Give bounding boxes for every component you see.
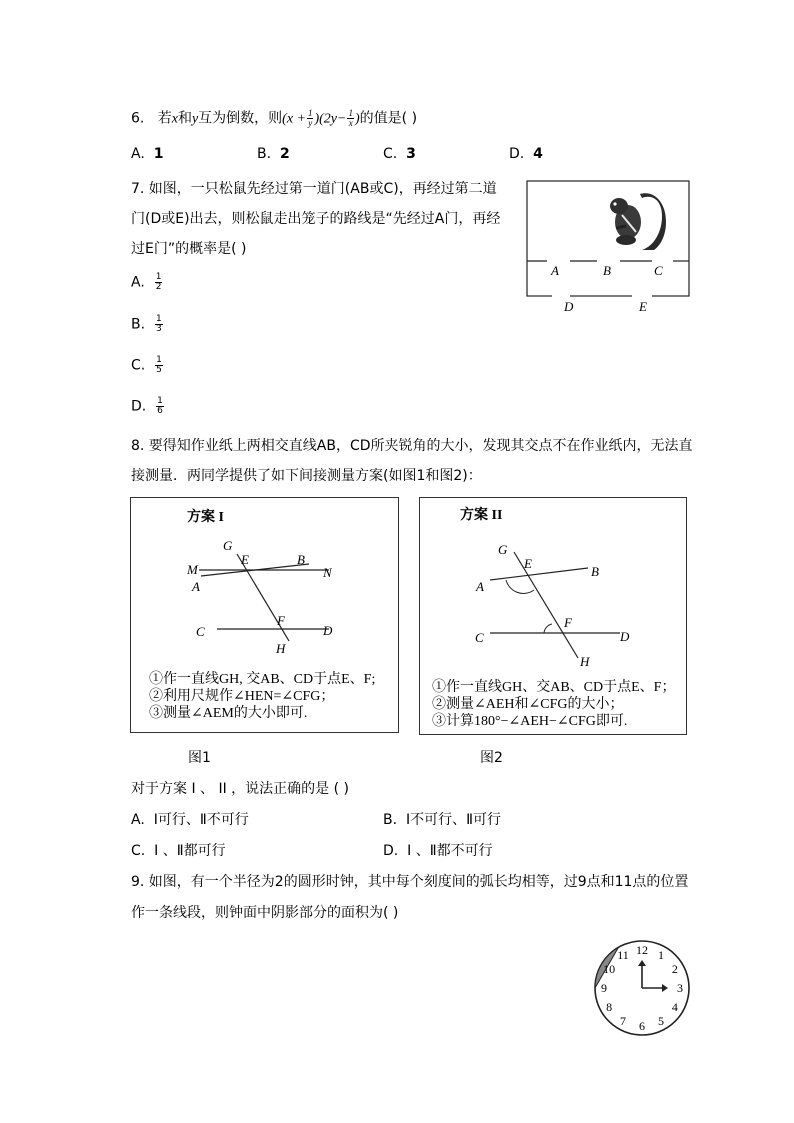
clock-numeral: 3	[677, 981, 683, 995]
plan-1-label-a: A	[192, 579, 200, 594]
q7-option-b-label: B.	[131, 316, 146, 333]
q8-option-b-label: B.	[383, 812, 398, 828]
q6-frac1-den: y	[308, 118, 313, 128]
figure-2-caption: 图2	[480, 750, 503, 766]
plan-1-step-1: ①作一直线GH, 交AB、CD于点E、F;	[149, 672, 376, 687]
q6-option-c-label: C.	[383, 146, 398, 162]
line-ab	[490, 568, 588, 580]
q8-option-d-label: D.	[383, 843, 399, 859]
q7-d-den: 6	[157, 406, 163, 416]
q8-option-d-text: Ⅰ 、Ⅱ都不可行	[407, 843, 493, 859]
q9-stem-line2: 作一条线段，则钟面中阴影部分的面积为( )	[131, 905, 399, 921]
plan-2-label-g: G	[498, 542, 508, 557]
q6-option-b-label: B.	[257, 146, 272, 162]
plan-1-label-d: D	[323, 623, 333, 638]
q6-frac-1-over-x	[347, 109, 354, 128]
plan-2-steps	[432, 679, 675, 730]
q6-option-d[interactable]	[509, 145, 543, 163]
plan-2-diagram	[420, 498, 686, 673]
plan-2-label-b: B	[591, 564, 599, 579]
plan-1-label-e: E	[241, 552, 249, 567]
plan-1-box	[130, 497, 399, 733]
q6-text-post: 的值是( )	[359, 110, 418, 127]
q6-option-c-value: 3	[406, 146, 416, 162]
q7-option-d[interactable]	[131, 397, 165, 416]
q9-stem-line1: 9. 如图，有一个半径为2的圆形时钟，其中每个刻度间的弧长均相等，过9点和11点的位置	[131, 874, 689, 890]
cage-outline	[527, 181, 689, 296]
figure-1-caption: 图1	[188, 750, 211, 766]
q7-a-num: 1	[155, 272, 162, 282]
q8-option-b-text: Ⅰ不可行、Ⅱ可行	[405, 812, 501, 828]
q7-cage-figure	[522, 178, 694, 318]
q8-option-d[interactable]	[383, 842, 493, 860]
plan-1-steps	[149, 671, 375, 722]
q6-frac2-num: 1	[348, 108, 353, 118]
q6-text-mid: 互为倒数，则	[198, 110, 283, 127]
q6-stem	[131, 109, 417, 129]
q6-expr-c: )	[354, 111, 360, 127]
clock-numeral: 6	[639, 1019, 645, 1033]
q6-option-b-value: 2	[279, 146, 290, 162]
clock-numeral: 4	[671, 1000, 678, 1014]
plan-1-title: 方案 I	[187, 510, 224, 525]
q7-c-den: 5	[156, 365, 162, 375]
plan-1-label-c: C	[196, 624, 205, 639]
clock-numeral: 9	[601, 981, 607, 995]
clock-numeral: 2	[671, 962, 678, 976]
q7-option-b-fraction	[155, 315, 163, 334]
plan-2-step-2: ②测量∠AEH和∠CFG的大小；	[432, 697, 624, 712]
plan-2-label-h: H	[580, 654, 590, 669]
clock-numeral: 7	[620, 1013, 626, 1028]
plan-2-label-d: D	[620, 629, 630, 644]
q8-option-c[interactable]	[131, 842, 226, 860]
q6-expr-a: (x +	[282, 111, 306, 127]
plan-1-label-h: H	[276, 641, 286, 656]
q7-option-a-label: A.	[131, 274, 145, 291]
clock-numeral: 1	[658, 948, 664, 963]
q8-option-a-label: A.	[131, 812, 145, 828]
q8-option-a[interactable]	[131, 811, 249, 829]
q6-var-x: x	[171, 111, 178, 127]
plan-1-label-g: G	[223, 538, 233, 553]
q7-b-num: 1	[155, 314, 162, 324]
gate-d-gap	[552, 294, 570, 298]
q6-option-c[interactable]	[383, 145, 416, 163]
q6-option-d-label: D.	[509, 146, 525, 162]
q7-option-c-fraction	[155, 356, 163, 375]
q6-var-y: y	[191, 111, 199, 127]
q6-text-and: 和	[177, 110, 192, 127]
plan-1-step-2: ②利用尺规作∠HEN=∠CFG；	[149, 689, 335, 704]
q7-option-a[interactable]	[131, 273, 163, 292]
plan-1-label-f: F	[277, 613, 285, 628]
squirrel-icon	[610, 193, 666, 250]
q7-stem-line2: 门(D或E)出去，则松鼠走出笼子的路线是“先经过A门，再经	[131, 211, 501, 227]
q9-clock-figure	[590, 936, 694, 1040]
q7-option-b[interactable]	[131, 315, 164, 334]
plan-2-title: 方案 II	[460, 508, 503, 523]
q7-option-c-label: C.	[131, 357, 146, 374]
q8-option-c-text: Ⅰ 、Ⅱ都可行	[154, 843, 226, 859]
q7-stem-line1: 7. 如图，一只松鼠先经过第一道门(AB或C)，再经过第二道	[131, 181, 497, 197]
gate-a-label: A	[551, 263, 559, 278]
plan-1-label-n: N	[323, 565, 332, 580]
clock-numeral: 12	[636, 943, 648, 957]
plan-2-label-f: F	[564, 615, 572, 630]
q7-c-num: 1	[156, 355, 162, 365]
plan-2-box	[419, 497, 687, 735]
q8-option-a-text: Ⅰ可行、Ⅱ不可行	[153, 812, 249, 828]
clock-numeral: 11	[617, 948, 629, 963]
q7-option-c[interactable]	[131, 356, 164, 375]
plan-1-diagram	[131, 498, 398, 663]
q7-option-d-fraction	[156, 397, 164, 416]
plan-2-label-c: C	[475, 630, 484, 645]
gate-b-label: B	[603, 263, 611, 278]
q8-stem-line2: 接测量．两同学提供了如下间接测量方案(如图1和图2)：	[131, 468, 482, 484]
q7-a-den: 2	[155, 282, 162, 292]
q8-question: 对于方案 I 、 II ，说法正确的是 ( )	[131, 781, 350, 797]
q7-b-den: 3	[155, 324, 162, 334]
q7-option-a-fraction	[155, 273, 163, 292]
gate-e-label: E	[639, 299, 647, 314]
q8-option-c-label: C.	[131, 843, 146, 859]
plan-1-step-3: ③测量∠AEM的大小即可.	[149, 706, 308, 721]
plan-1-label-b: B	[297, 552, 305, 567]
plan-2-step-3: ③计算180°−∠AEH−∠CFG即可.	[432, 714, 628, 729]
q8-stem-line1: 8. 要得知作业纸上两相交直线AB，CD所夹锐角的大小，发现其交点不在作业纸内，无法直	[131, 438, 693, 454]
clock-numeral: 10	[603, 962, 616, 976]
q6-text-pre: 若	[157, 110, 172, 127]
plan-2-step-1: ①作一直线GH、交AB、CD于点E、F；	[432, 680, 676, 695]
angle-cfg-arc	[544, 624, 552, 633]
q6-expr-b: )(2y−	[314, 111, 347, 127]
q6-number: 6.	[131, 110, 145, 127]
q6-frac1-num: 1	[307, 108, 313, 118]
q7-stem-line3: 过E门”的概率是( )	[131, 241, 247, 257]
q7-d-num: 1	[157, 396, 163, 406]
q6-option-a[interactable]	[131, 145, 163, 163]
q7-option-d-label: D.	[131, 398, 147, 415]
q6-frac2-den: x	[348, 118, 353, 128]
plan-1-label-m: M	[187, 562, 198, 577]
q6-frac-1-over-y	[307, 109, 314, 128]
clock-numeral: 5	[658, 1013, 664, 1028]
q6-option-a-value: 1	[153, 146, 164, 162]
clock-numeral: 8	[606, 1000, 613, 1014]
plan-2-label-e: E	[524, 556, 532, 571]
q6-option-b[interactable]	[257, 145, 290, 163]
plan-2-label-a: A	[476, 579, 484, 594]
q6-option-d-value: 4	[533, 146, 543, 162]
gate-d-label: D	[564, 299, 574, 314]
gate-c-label: C	[654, 263, 663, 278]
gate-e-gap	[632, 294, 652, 298]
q8-option-b[interactable]	[383, 811, 501, 829]
q6-option-a-label: A.	[131, 146, 145, 162]
angle-aeh-arc	[506, 580, 534, 593]
